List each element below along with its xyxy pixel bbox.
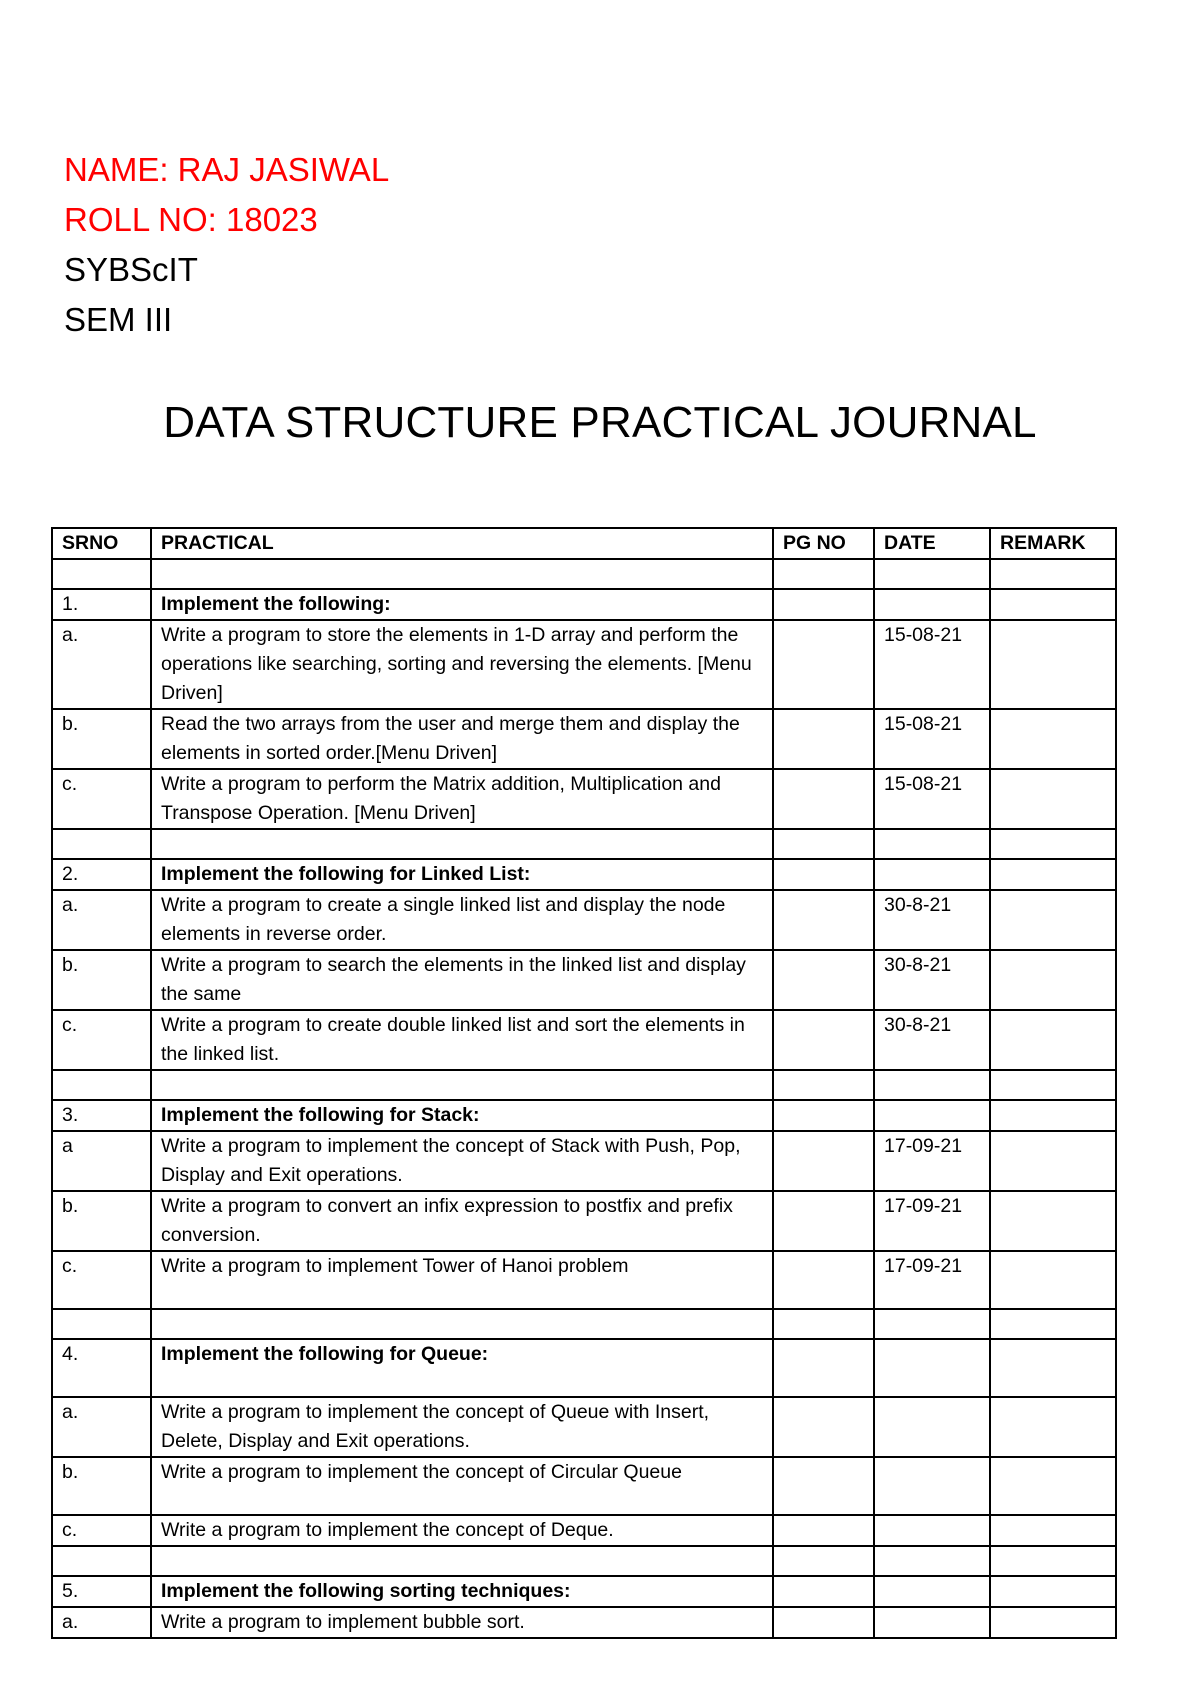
table-row (52, 709, 1116, 769)
practical-cell: Write a program to implement bubble sort. (151, 1607, 773, 1638)
pg-no-cell (773, 859, 874, 890)
pg-no-cell (773, 1191, 874, 1251)
remark-cell (990, 1010, 1116, 1070)
practical-cell: Write a program to implement the concept of Circular Queue (151, 1457, 773, 1515)
pg-no-cell (773, 709, 874, 769)
table-row (52, 1576, 1116, 1607)
practical-cell: Write a program to implement Tower of Hanoi problem (151, 1251, 773, 1309)
pg-no-cell (773, 1131, 874, 1191)
remark-cell (990, 1607, 1116, 1638)
date-cell (874, 1457, 990, 1515)
table-row (52, 1607, 1116, 1638)
srno-cell: 1. (52, 589, 151, 620)
table-row (52, 1131, 1116, 1191)
table-row (52, 859, 1116, 890)
practical-table (51, 527, 1117, 1639)
srno-cell: c. (52, 1515, 151, 1546)
srno-cell: a. (52, 1397, 151, 1457)
date-cell: 15-08-21 (874, 769, 990, 829)
srno-cell: a (52, 1131, 151, 1191)
date-cell (874, 859, 990, 890)
pg-no-cell (773, 1607, 874, 1638)
remark-cell (990, 1515, 1116, 1546)
remark-cell (990, 1131, 1116, 1191)
pg-no-cell (773, 589, 874, 620)
pg-no-cell (773, 1576, 874, 1607)
column-header-remark: REMARK (990, 528, 1116, 559)
practical-cell: Write a program to implement the concept of Queue with Insert, Delete, Display and Exit operations. (151, 1397, 773, 1457)
srno-cell: 4. (52, 1339, 151, 1397)
date-cell (874, 1607, 990, 1638)
column-header-pg-no: PG NO (773, 528, 874, 559)
remark-cell (990, 950, 1116, 1010)
table-row (52, 950, 1116, 1010)
table-header-row (52, 528, 1116, 559)
student-name: NAME: RAJ JASIWAL (64, 151, 390, 188)
table-row (52, 769, 1116, 829)
table-row (52, 1251, 1116, 1309)
remark-cell (990, 1576, 1116, 1607)
table-row (52, 1010, 1116, 1070)
practical-cell: Write a program to search the elements in the linked list and display the same (151, 950, 773, 1010)
pg-no-cell (773, 1251, 874, 1309)
pg-no-cell (773, 1100, 874, 1131)
remark-cell (990, 1397, 1116, 1457)
remark-cell (990, 1100, 1116, 1131)
date-cell (874, 1339, 990, 1397)
srno-cell: c. (52, 769, 151, 829)
column-header-practical: PRACTICAL (151, 528, 773, 559)
table-row (52, 589, 1116, 620)
remark-cell (990, 620, 1116, 709)
table-row (52, 1515, 1116, 1546)
table-row (52, 1457, 1116, 1515)
practical-cell: Implement the following for Linked List: (151, 859, 773, 890)
pg-no-cell (773, 1397, 874, 1457)
class-name: SYBScIT (64, 251, 198, 288)
student-header (64, 145, 389, 345)
practical-cell: Implement the following for Stack: (151, 1100, 773, 1131)
srno-cell: a. (52, 890, 151, 950)
table-row (52, 890, 1116, 950)
remark-cell (990, 769, 1116, 829)
spacer-row (52, 559, 1116, 589)
date-cell: 15-08-21 (874, 709, 990, 769)
date-cell: 30-8-21 (874, 950, 990, 1010)
remark-cell (990, 589, 1116, 620)
pg-no-cell (773, 1339, 874, 1397)
date-cell: 15-08-21 (874, 620, 990, 709)
remark-cell (990, 709, 1116, 769)
pg-no-cell (773, 1457, 874, 1515)
roll-number: ROLL NO: 18023 (64, 201, 318, 238)
date-cell (874, 1100, 990, 1131)
practical-cell: Write a program to implement the concept of Stack with Push, Pop, Display and Exit operations. (151, 1131, 773, 1191)
practical-cell: Write a program to implement the concept of Deque. (151, 1515, 773, 1546)
page-title: DATA STRUCTURE PRACTICAL JOURNAL (163, 398, 1037, 447)
spacer-row (52, 1309, 1116, 1339)
date-cell: 17-09-21 (874, 1251, 990, 1309)
pg-no-cell (773, 1010, 874, 1070)
pg-no-cell (773, 1515, 874, 1546)
date-cell: 17-09-21 (874, 1191, 990, 1251)
date-cell: 30-8-21 (874, 1010, 990, 1070)
pg-no-cell (773, 890, 874, 950)
remark-cell (990, 859, 1116, 890)
srno-cell: 3. (52, 1100, 151, 1131)
table-row (52, 620, 1116, 709)
date-cell: 30-8-21 (874, 890, 990, 950)
practical-cell: Write a program to perform the Matrix addition, Multiplication and Transpose Operation. [Menu Driven] (151, 769, 773, 829)
practical-cell: Implement the following for Queue: (151, 1339, 773, 1397)
remark-cell (990, 890, 1116, 950)
srno-cell: c. (52, 1251, 151, 1309)
table-row (52, 1100, 1116, 1131)
semester: SEM III (64, 301, 173, 338)
table-row (52, 1191, 1116, 1251)
date-cell (874, 589, 990, 620)
spacer-row (52, 1070, 1116, 1100)
srno-cell: c. (52, 1010, 151, 1070)
srno-cell: b. (52, 1457, 151, 1515)
table-row (52, 1339, 1116, 1397)
remark-cell (990, 1457, 1116, 1515)
srno-cell: b. (52, 1191, 151, 1251)
pg-no-cell (773, 769, 874, 829)
practical-cell: Write a program to store the elements in 1-D array and perform the operations like searching, sorting and reversing the elements. [Menu Driven] (151, 620, 773, 709)
date-cell (874, 1515, 990, 1546)
table-row (52, 1397, 1116, 1457)
remark-cell (990, 1251, 1116, 1309)
practical-cell: Read the two arrays from the user and merge them and display the elements in sorted order.[Menu Driven] (151, 709, 773, 769)
spacer-row (52, 829, 1116, 859)
practical-cell: Implement the following: (151, 589, 773, 620)
srno-cell: a. (52, 1607, 151, 1638)
remark-cell (990, 1339, 1116, 1397)
srno-cell: a. (52, 620, 151, 709)
column-header-date: DATE (874, 528, 990, 559)
practical-cell: Write a program to create a single linked list and display the node elements in reverse order. (151, 890, 773, 950)
srno-cell: b. (52, 950, 151, 1010)
date-cell: 17-09-21 (874, 1131, 990, 1191)
srno-cell: b. (52, 709, 151, 769)
pg-no-cell (773, 620, 874, 709)
srno-cell: 5. (52, 1576, 151, 1607)
practical-cell: Implement the following sorting techniques: (151, 1576, 773, 1607)
practical-cell: Write a program to create double linked list and sort the elements in the linked list. (151, 1010, 773, 1070)
practical-cell: Write a program to convert an infix expression to postfix and prefix conversion. (151, 1191, 773, 1251)
date-cell (874, 1397, 990, 1457)
column-header-srno: SRNO (52, 528, 151, 559)
pg-no-cell (773, 950, 874, 1010)
date-cell (874, 1576, 990, 1607)
spacer-row (52, 1546, 1116, 1576)
remark-cell (990, 1191, 1116, 1251)
srno-cell: 2. (52, 859, 151, 890)
